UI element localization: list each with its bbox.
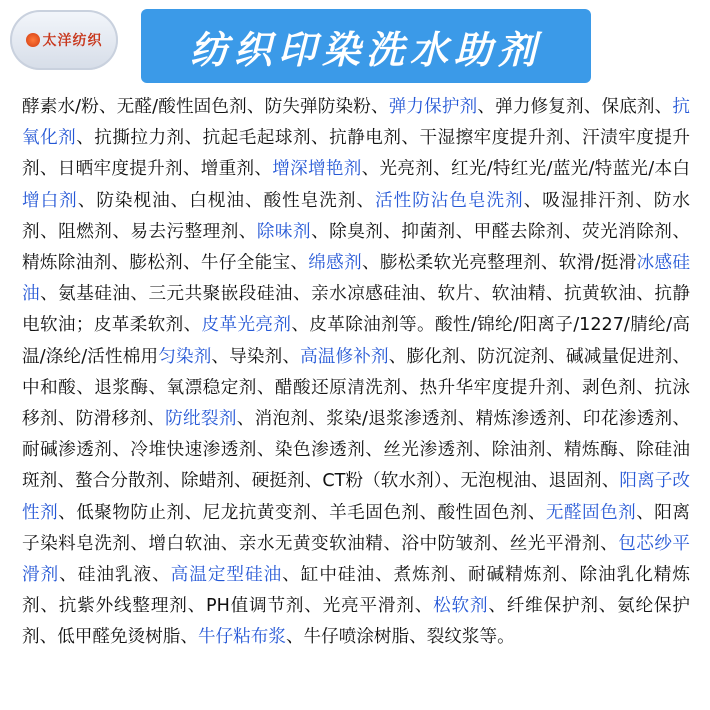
highlighted-product: 绵感剂 [308,253,362,274]
product-text: 、牛仔喷涂树脂、裂纹浆等。 [285,627,515,648]
highlighted-product: 增深增艳剂 [272,159,362,180]
highlighted-product: 松软剂 [433,596,489,617]
highlighted-product: 弹力保护剂 [388,97,478,117]
product-text: 、膨松柔软光亮整理剂、软滑/挺滑 [361,253,637,274]
highlighted-product: 除味剂 [256,221,312,242]
highlighted-product: 阳离子改性剂 [22,471,690,523]
highlighted-product: 高温修补剂 [300,346,389,367]
brand-logo[interactable] [10,10,118,70]
highlighted-product: 冰感硅油 [22,253,690,305]
highlighted-product: 皮革光亮剂 [201,315,292,336]
highlighted-product: 匀染剂 [158,346,212,367]
product-text: 、导染剂、 [211,346,301,367]
logo-mark-icon [26,33,40,47]
product-text: 酵素水/粉、无醛/酸性固色剂、防失弹防染粉、 [22,97,389,117]
highlighted-product: 包芯纱平滑剂 [22,533,690,586]
product-list-text [22,92,690,654]
highlighted-product: 高温定型硅油 [170,565,283,586]
product-text: 、皮革除油剂等。酸性/锦纶/阳离子/1227/腈纶/高温/涤纶/活性棉用 [22,315,690,367]
product-text: 、吸湿排汗剂、防水剂、阻燃剂、易去污整理剂、 [22,190,690,242]
highlighted-product: 增白剂 [22,190,78,211]
highlighted-product: 抗氧化剂 [22,97,690,149]
product-text: 、膨化剂、防沉淀剂、碱减量促进剂、中和酸、退浆酶、氧漂稳定剂、醋酸还原清洗剂、热升华牢度提升剂、剥色剂、抗泳移剂、防滑移剂、 [22,346,690,430]
highlighted-product: 牛仔粘布浆 [197,627,286,648]
product-text: 、缸中硅油、煮炼剂、耐碱精炼剂、除油乳化精炼剂、抗紫外线整理剂、PH值调节剂、光亮平滑剂、 [22,565,690,617]
logo-text: 太洋纺织 [42,33,103,49]
product-text: 、弹力修复剂、保底剂、 [477,97,673,117]
product-text: 、氨基硅油、三元共聚嵌段硅油、亲水凉感硅油、软片、软油精、抗黄软油、抗静电软油；皮革柔软剂、 [22,284,690,336]
product-text: 、光亮剂、红光/特红光/蓝光/特蓝光/本白 [361,159,690,180]
product-text: 、除臭剂、抑菌剂、甲醛去除剂、荧光消除剂、精炼除油剂、膨松剂、牛仔全能宝、 [22,221,690,274]
header [0,0,710,90]
product-text: 、防染枧油、白枧油、酸性皂洗剂、 [77,190,376,211]
highlighted-product: 防纰裂剂 [165,409,237,430]
product-text: 、消泡剂、浆染/退浆渗透剂、精炼渗透剂、印花渗透剂、耐碱渗透剂、冷堆快速渗透剂、染色渗透剂、丝光渗透剂、除油剂、精炼酶、除硅油斑剂、螯合分散剂、除蜡剂、硬挺剂、CT粉（软水剂）、无泡枧油、退固剂、 [22,409,690,492]
product-text: 、纤维保护剂、氨纶保护剂、低甲醛免烫树脂、 [22,596,690,648]
page-title: 纺织印染洗水助剂 [141,9,591,83]
highlighted-product: 无醛固色剂 [545,502,637,523]
product-text: 、低聚物防止剂、尼龙抗黄变剂、羊毛固色剂、酸性固色剂、 [58,502,546,523]
highlighted-product: 活性防沾色皂洗剂 [375,190,524,211]
product-text: 、阳离子染料皂洗剂、增白软油、亲水无黄变软油精、浴中防皱剂、丝光平滑剂、 [22,502,690,554]
product-text: 、抗撕拉力剂、抗起毛起球剂、抗静电剂、干湿擦牢度提升剂、汗渍牢度提升剂、日晒牢度提升剂、增重剂、 [22,128,690,180]
product-text: 、硅油乳液、 [59,565,171,586]
